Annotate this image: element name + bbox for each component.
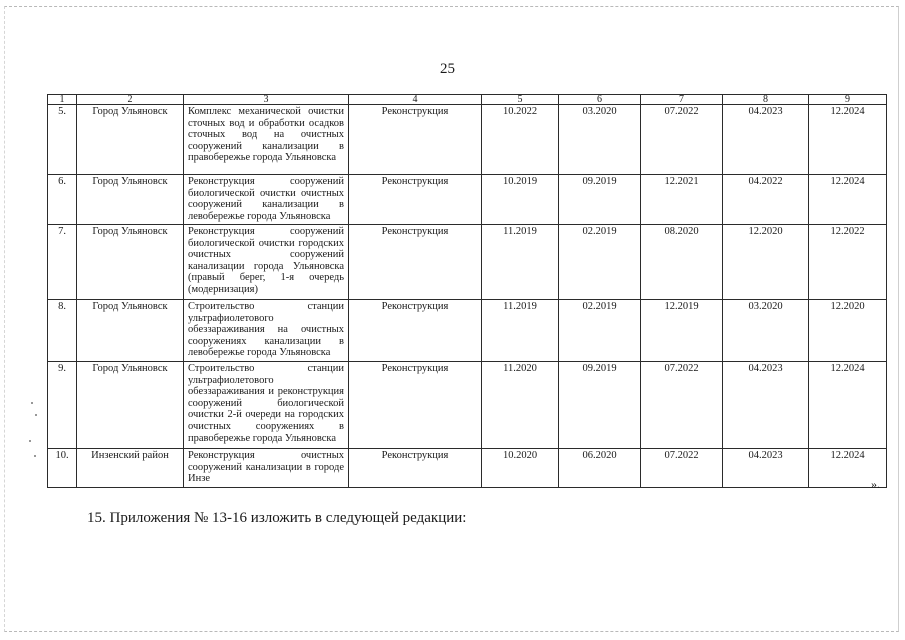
work-type-cell: Реконструкция bbox=[349, 449, 482, 488]
work-type-cell: Реконструкция bbox=[349, 225, 482, 300]
row-number: 8. bbox=[48, 300, 77, 362]
table-row bbox=[48, 175, 887, 225]
date-cell: 12.2019 bbox=[641, 300, 723, 362]
table-row bbox=[48, 449, 887, 488]
date-cell: 12.2021 bbox=[641, 175, 723, 225]
date-cell: 07.2022 bbox=[641, 105, 723, 175]
column-header: 8 bbox=[723, 95, 809, 105]
table-row bbox=[48, 300, 887, 362]
column-header: 1 bbox=[48, 95, 77, 105]
date-cell: 03.2020 bbox=[723, 300, 809, 362]
date-cell: 12.2022 bbox=[809, 225, 887, 300]
date-cell: 04.2023 bbox=[723, 105, 809, 175]
row-number: 7. bbox=[48, 225, 77, 300]
date-cell: 12.2020 bbox=[723, 225, 809, 300]
municipality-cell: Город Ульяновск bbox=[77, 300, 184, 362]
amendment-paragraph: 15. Приложения № 13-16 изложить в следующей редакции: bbox=[87, 510, 467, 526]
work-type-cell: Реконструкция bbox=[349, 362, 482, 449]
object-name-cell: Реконструкция сооружений биологической очистки очистных сооружений канализации в левобережье города Ульяновска bbox=[184, 175, 349, 225]
date-cell: 11.2020 bbox=[482, 362, 559, 449]
municipality-cell: Город Ульяновск bbox=[77, 225, 184, 300]
column-header: 5 bbox=[482, 95, 559, 105]
date-cell: 12.2024 bbox=[809, 105, 887, 175]
date-cell: 02.2019 bbox=[559, 300, 641, 362]
column-header: 9 bbox=[809, 95, 887, 105]
municipality-cell: Город Ульяновск bbox=[77, 105, 184, 175]
object-name-cell: Комплекс механической очистки сточных вод и обработки осадков сточных вод на очистных сооружений канализации в правобережье города Ульяновска bbox=[184, 105, 349, 175]
date-cell: 10.2020 bbox=[482, 449, 559, 488]
date-cell: 10.2022 bbox=[482, 105, 559, 175]
row-number: 9. bbox=[48, 362, 77, 449]
objects-table bbox=[47, 94, 887, 488]
work-type-cell: Реконструкция bbox=[349, 175, 482, 225]
row-number: 5. bbox=[48, 105, 77, 175]
object-name-cell: Реконструкция очистных сооружений канализации в городе Инзе bbox=[184, 449, 349, 488]
municipality-cell: Город Ульяновск bbox=[77, 362, 184, 449]
object-name-cell: Реконструкция сооружений биологической очистки городских очистных сооружений канализации города Ульяновска (правый берег, 1-я очередь (модернизация) bbox=[184, 225, 349, 300]
date-cell: 11.2019 bbox=[482, 300, 559, 362]
date-cell: 11.2019 bbox=[482, 225, 559, 300]
date-cell: 09.2019 bbox=[559, 362, 641, 449]
date-cell: 12.2020 bbox=[809, 300, 887, 362]
table-row bbox=[48, 362, 887, 449]
column-header: 4 bbox=[349, 95, 482, 105]
row-number: 10. bbox=[48, 449, 77, 488]
scan-artifact bbox=[28, 400, 40, 460]
table-row bbox=[48, 225, 887, 300]
date-cell: 04.2023 bbox=[723, 449, 809, 488]
date-cell: 07.2022 bbox=[641, 449, 723, 488]
date-cell: 10.2019 bbox=[482, 175, 559, 225]
date-cell: 12.2024 bbox=[809, 175, 887, 225]
closing-quote: ». bbox=[871, 477, 880, 491]
page-number: 25 bbox=[440, 61, 455, 77]
column-header: 6 bbox=[559, 95, 641, 105]
work-type-cell: Реконструкция bbox=[349, 105, 482, 175]
municipality-cell: Инзенский район bbox=[77, 449, 184, 488]
column-header: 7 bbox=[641, 95, 723, 105]
date-cell: 08.2020 bbox=[641, 225, 723, 300]
date-cell: 04.2022 bbox=[723, 175, 809, 225]
date-cell: 07.2022 bbox=[641, 362, 723, 449]
date-cell: 12.2024 bbox=[809, 362, 887, 449]
object-name-cell: Строительство станции ультрафиолетового обеззараживания и реконструкция сооружений биологической очистки 2-й очереди на городских очистных сооружениях в правобережье города Ульяновска bbox=[184, 362, 349, 449]
date-cell: 03.2020 bbox=[559, 105, 641, 175]
object-name-cell: Строительство станции ультрафиолетового обеззараживания на очистных сооружениях канализации в левобережье города Ульяновска bbox=[184, 300, 349, 362]
date-cell: 04.2023 bbox=[723, 362, 809, 449]
date-cell: 02.2019 bbox=[559, 225, 641, 300]
date-cell: 12.2024 bbox=[809, 449, 887, 488]
municipality-cell: Город Ульяновск bbox=[77, 175, 184, 225]
column-header: 2 bbox=[77, 95, 184, 105]
table-header-row bbox=[48, 95, 887, 105]
column-header: 3 bbox=[184, 95, 349, 105]
work-type-cell: Реконструкция bbox=[349, 300, 482, 362]
row-number: 6. bbox=[48, 175, 77, 225]
table-row bbox=[48, 105, 887, 175]
date-cell: 06.2020 bbox=[559, 449, 641, 488]
date-cell: 09.2019 bbox=[559, 175, 641, 225]
